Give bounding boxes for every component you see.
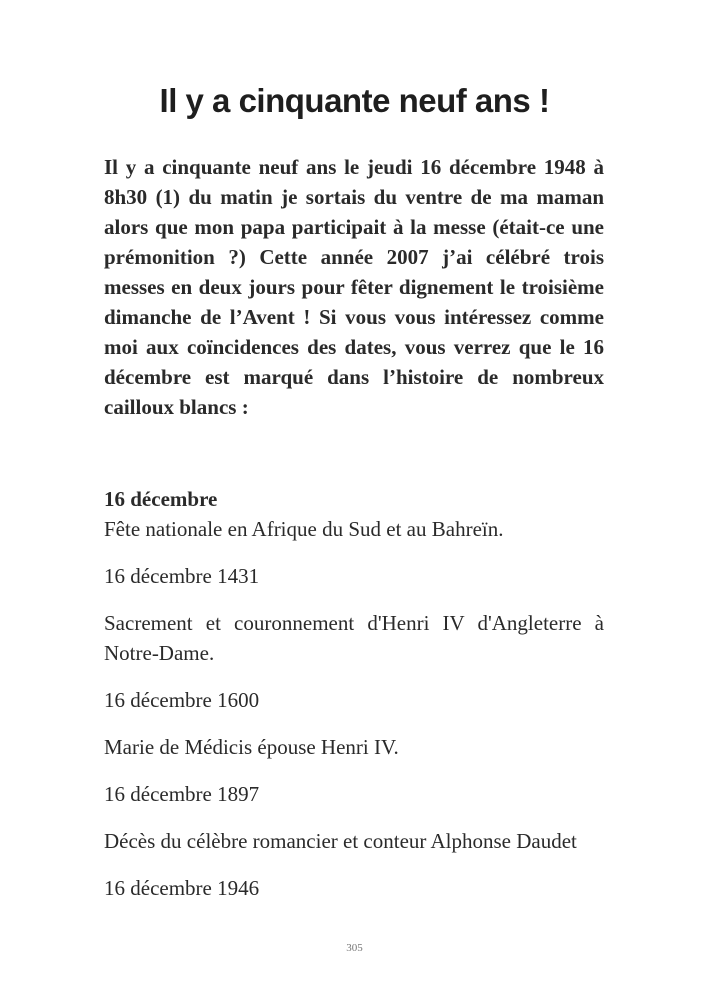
entry-date: 16 décembre 1431 bbox=[104, 564, 260, 588]
entry-date: 16 décembre 1946 bbox=[104, 876, 260, 900]
first-entry bbox=[104, 484, 604, 544]
entry-event: Décès du célèbre romancier et conteur Alphonse Daudet bbox=[104, 829, 577, 853]
entry-heading: 16 décembre bbox=[104, 487, 218, 511]
intro-paragraph: Il y a cinquante neuf ans le jeudi 16 décembre 1948 à 8h30 (1) du matin je sortais du ventre de ma maman alors que mon papa participait à la messe (était-ce une prémonition ?) Cette année 2007 j’ai célébré trois messes en deux jours pour fêter dignement le troisième dimanche de l’Avent ! Si vous vous intéressez comme moi aux coïncidences des dates, vous verrez que le 16 décembre est marqué dans l’histoire de nombreux cailloux blancs : bbox=[104, 155, 604, 419]
entry-text: Fête nationale en Afrique du Sud et au Bahreïn. bbox=[104, 517, 504, 541]
entry-event: Sacrement et couronnement d'Henri IV d'Angleterre à Notre-Dame. bbox=[104, 611, 604, 665]
entry-date: 16 décembre 1600 bbox=[104, 688, 260, 712]
entry-date: 16 décembre 1897 bbox=[104, 782, 260, 806]
page-number: 305 bbox=[346, 942, 363, 954]
date-entries bbox=[104, 484, 604, 920]
page-title: Il y a cinquante neuf ans ! bbox=[159, 82, 550, 119]
entry-event: Marie de Médicis épouse Henri IV. bbox=[104, 735, 399, 759]
